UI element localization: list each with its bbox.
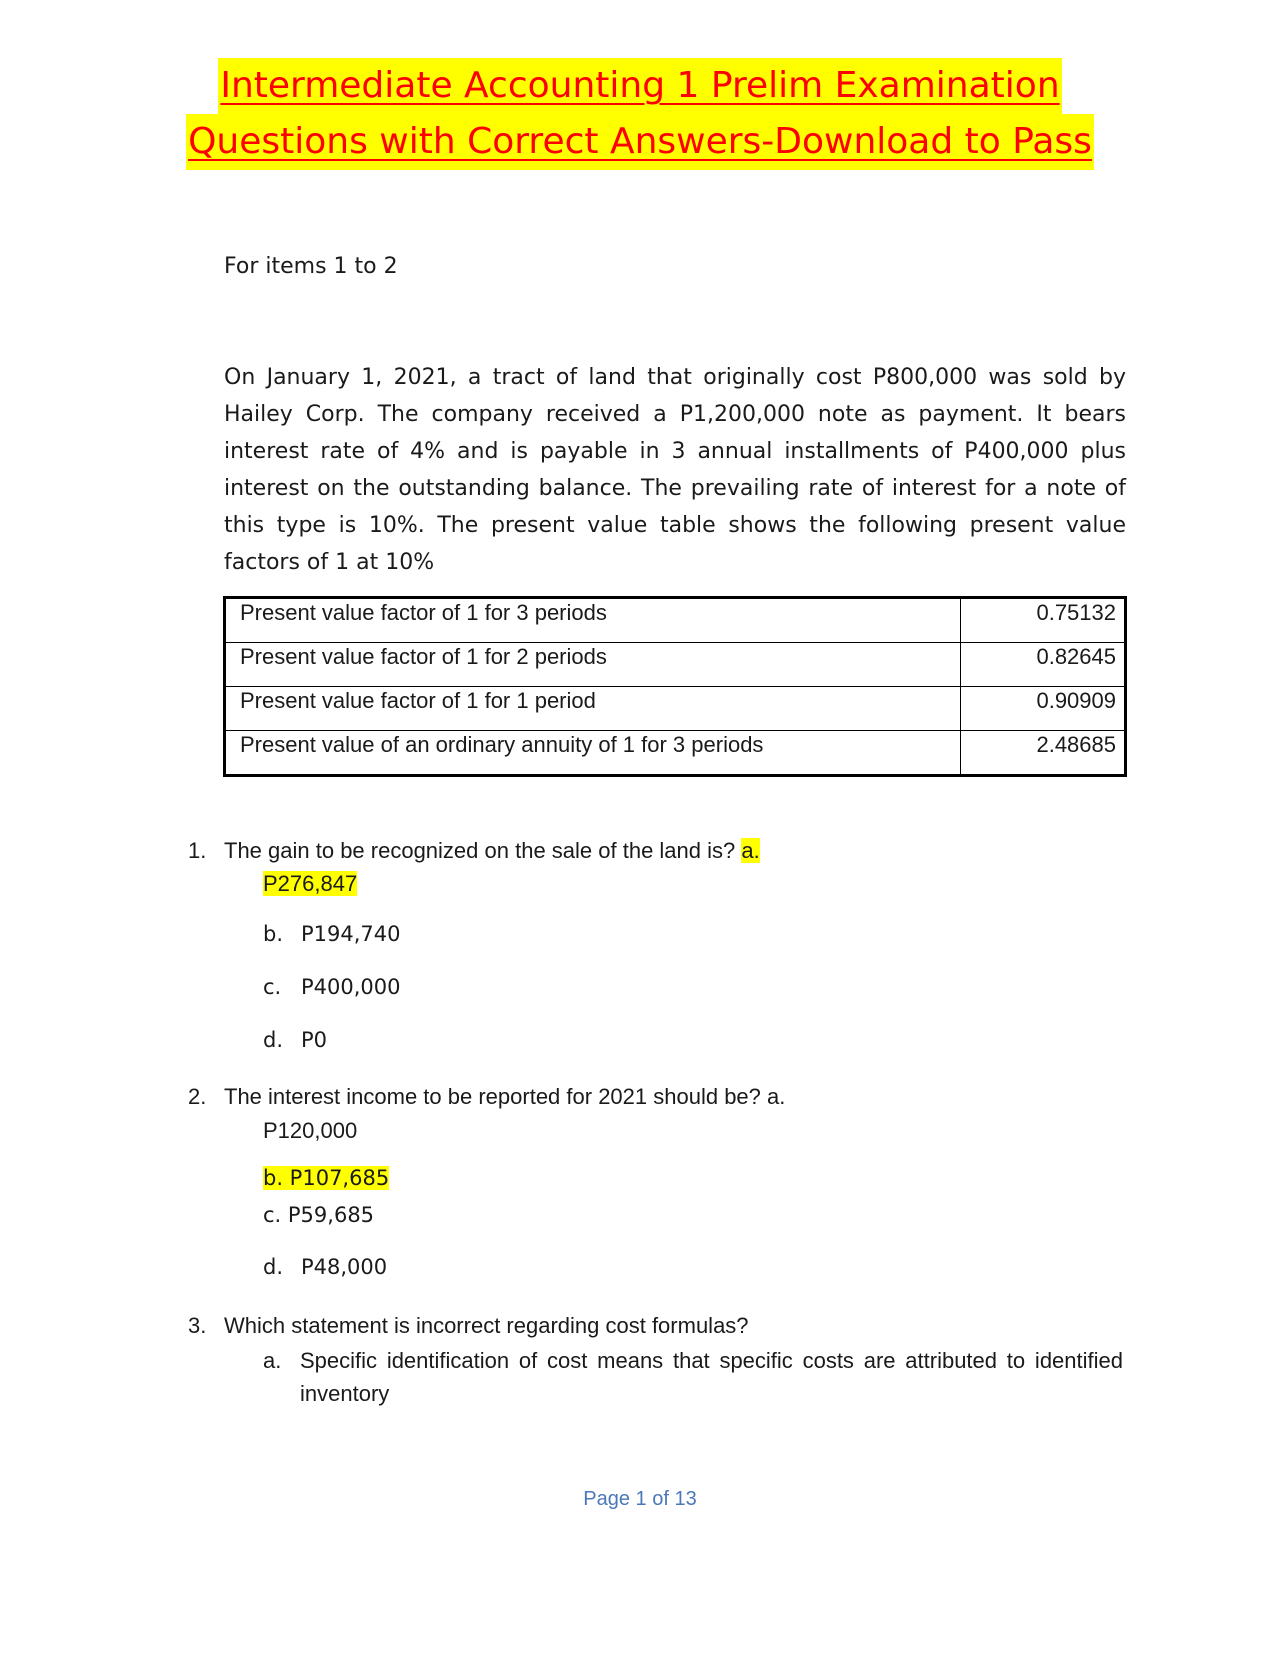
- question-text: Which statement is incorrect regarding cost formulas?: [224, 1313, 749, 1338]
- problem-paragraph: On January 1, 2021, a tract of land that originally cost P800,000 was sold by Hailey Corp. The company received a P1,200,000 note as payment. It bears interest rate of 4% and is payable in 3 annual installments of P400,000 plus interest on the outstanding balance. The prevailing rate of interest for a note of this type is 10%. The present value table shows the following present value factors of 1 at 10%: [224, 365, 1126, 575]
- table-cell-value: 2.48685: [961, 731, 1126, 776]
- table-cell-label: Present value factor of 1 for 1 period: [225, 687, 961, 731]
- question-text: The gain to be recognized on the sale of the land is?: [224, 838, 736, 863]
- table-cell-label: Present value factor of 1 for 3 periods: [225, 598, 961, 643]
- table-cell-value: 0.82645: [961, 643, 1126, 687]
- table-cell-value: 0.75132: [961, 598, 1126, 643]
- table-row: [225, 687, 1126, 731]
- title-line-2: Questions with Correct Answers-Download to Pass: [186, 114, 1094, 170]
- q1-option-b: b. P194,740: [263, 922, 401, 946]
- table-cell-label: Present value factor of 1 for 2 periods: [225, 643, 961, 687]
- q2-option-a: P120,000: [263, 1118, 358, 1143]
- q2-option-c: c. P59,685: [263, 1203, 375, 1227]
- q1-option-c: c. P400,000: [263, 975, 401, 999]
- question-number: 1.: [188, 838, 207, 863]
- correct-answer: b. P107,685: [263, 1166, 390, 1190]
- q2-option-d: d. P48,000: [263, 1255, 388, 1279]
- items-intro: For items 1 to 2: [224, 254, 398, 279]
- question-number: 2.: [188, 1084, 207, 1109]
- table-cell-value: 0.90909: [961, 687, 1126, 731]
- page-number: Page 1 of 13: [583, 1488, 697, 1510]
- question-text: The interest income to be reported for 2021 should be? a.: [224, 1084, 786, 1109]
- present-value-table: [223, 596, 1127, 777]
- table-row: [225, 598, 1126, 643]
- document-title: [0, 58, 1280, 170]
- question-3: [188, 1313, 749, 1339]
- question-1: [188, 838, 760, 864]
- q1-option-a: [263, 871, 357, 897]
- q1-option-d: d. P0: [263, 1028, 328, 1052]
- q2-option-b: [263, 1166, 389, 1190]
- question-number: 3.: [188, 1313, 207, 1338]
- question-2: [188, 1084, 785, 1110]
- table-row: [225, 643, 1126, 687]
- table-row: [225, 731, 1126, 776]
- answer-letter-highlight: a.: [741, 838, 760, 863]
- table-cell-label: Present value of an ordinary annuity of 1 for 3 periods: [225, 731, 961, 776]
- correct-answer: P276,847: [263, 871, 358, 896]
- q3-option-a: a. Specific identification of cost means that specific costs are attributed to identified inventory: [263, 1348, 1123, 1406]
- title-line-1: Intermediate Accounting 1 Prelim Examination: [218, 58, 1061, 114]
